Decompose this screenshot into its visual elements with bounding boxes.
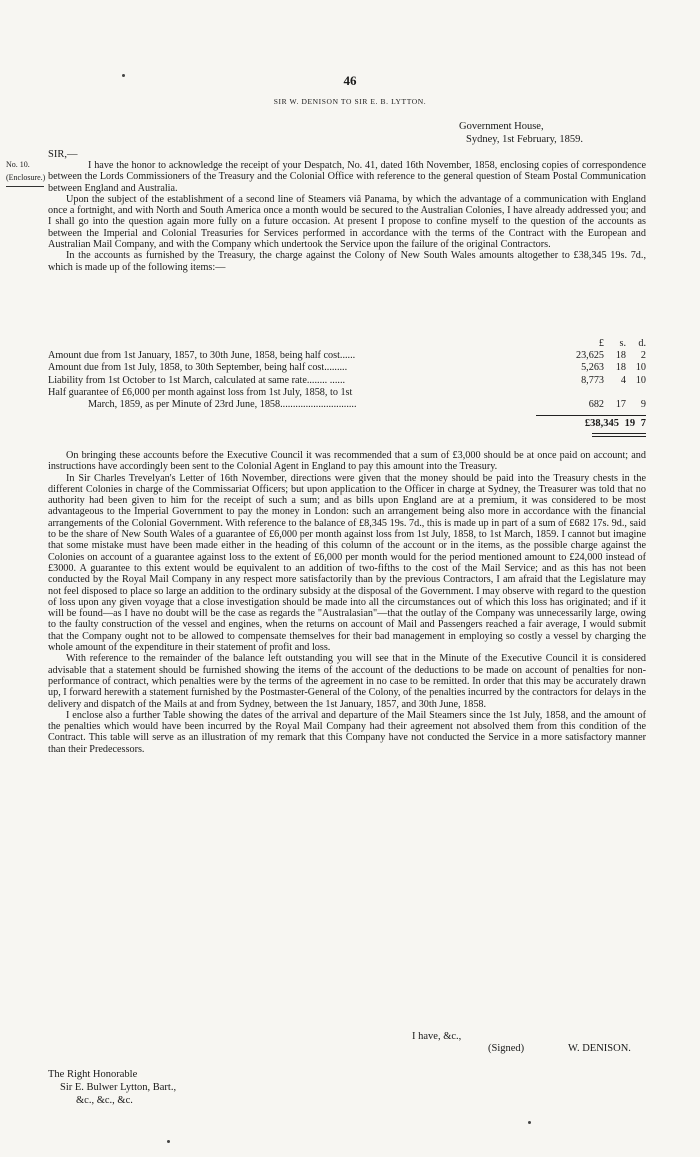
sum-rule bbox=[536, 415, 646, 416]
table-row bbox=[48, 362, 646, 374]
paragraph-6: With reference to the remainder of the balance left outstanding you will see that in the Minute of the Executive Council it is considered advisable that a statement should be furnished showing the items of the account of the deductions to be made on account of penalties for non-performance of contract, which penalties were by the terms of the agreement in no case to be remitted. In order that this may be accurately drawn up, I forward herewith a statement furnished by the Postmaster-General of the Colony, of the penalties incurred by the contractors for delays in the delivery and dispatch of the Mails at and from Sydney, between the 1st January, 1857, and 30th June, 1858. bbox=[48, 653, 646, 710]
item-pounds bbox=[560, 387, 604, 399]
closing-phrase: I have, &c., bbox=[412, 1031, 462, 1042]
item-pounds: 682 bbox=[588, 399, 604, 411]
pence-header: d. bbox=[638, 338, 646, 349]
paragraph-7: I enclose also a further Table showing the dates of the arrival and departure of the Mail Steamers since the 1st July, 1858, and the amount of the penalties which would have been incurred by the Royal Mail Company had their agreement not absolved them from this condition of the Contract. This table will serve as an illustration of my remark that this Company have not conducted the Service in a more satisfactory manner than their Predecessors. bbox=[48, 709, 646, 755]
scan-speck bbox=[528, 1121, 531, 1124]
item-pounds: 23,625 bbox=[575, 350, 604, 362]
shillings-header: s. bbox=[619, 338, 626, 349]
paragraph-2: Upon the subject of the establishment of a second line of Steamers viâ Panama, by which the advantage of a communication with England once a fortnight, and with North and South America once a month would be secured to the Australian Colonies, I have already addressed you; and I shall go into the question again more fully on a future occasion. At present I propose to confine myself to the question of the accounts as between the Imperial and Colonial Treasuries for Services performed in accordance with the terms of the Contract with the European and Australian Mail Company, and with the Company which undertook the Service upon the failure of the original Contractors. bbox=[48, 193, 646, 251]
item-text: Amount due from 1st July, 1858, to 30th September, being half cost......... bbox=[48, 362, 348, 374]
item-shillings bbox=[604, 387, 626, 399]
double-rule-lower bbox=[592, 436, 646, 437]
account-total: £38,345 19 7 bbox=[584, 418, 646, 429]
letter-heading: SIR W. DENISON TO SIR E. B. LYTTON. bbox=[273, 97, 427, 106]
item-text: Amount due from 1st January, 1857, to 30th June, 1858, being half cost...... bbox=[48, 350, 356, 362]
item-pence bbox=[626, 387, 646, 399]
scan-speck bbox=[167, 1140, 170, 1143]
item-text: March, 1859, as per Minute of 23rd June, 1858.............................. bbox=[88, 399, 357, 411]
margin-note-number: No. 10. bbox=[6, 160, 30, 169]
table-row bbox=[48, 387, 646, 399]
item-text: Liability from 1st October to 1st March, calculated at same rate........ ...... bbox=[48, 374, 346, 386]
item-pounds: 5,263 bbox=[581, 362, 604, 374]
signed-label: (Signed) bbox=[488, 1043, 525, 1054]
item-shillings: 18 bbox=[615, 350, 626, 362]
margin-divider bbox=[6, 186, 44, 187]
address-line-2: Sydney, 1st February, 1859. bbox=[466, 134, 584, 145]
page-number: 46 bbox=[343, 73, 357, 88]
addressee-line-1: The Right Honorable bbox=[48, 1069, 138, 1080]
paragraph-3: In the accounts as furnished by the Treasury, the charge against the Colony of New South Wales amounts altogether to £38,345 19s. 7d., which is made up of the following items:— bbox=[48, 250, 646, 273]
table-row bbox=[48, 399, 646, 411]
item-pence: 10 bbox=[635, 374, 646, 386]
body-before-table bbox=[48, 160, 646, 273]
table-row bbox=[48, 350, 646, 362]
item-pounds: 8,773 bbox=[581, 374, 604, 386]
paragraph-1: I have the honor to acknowledge the receipt of your Despatch, No. 41, dated 16th November, 1858, enclosing copies of correspondence between the Lords Commissioners of the Treasury and the Colonial Office with reference to the general question of Steam Postal Communication between England and Australia. bbox=[48, 160, 646, 194]
pounds-header: £ bbox=[598, 338, 604, 349]
item-pence: 2 bbox=[640, 350, 646, 362]
address-line-1: Government House, bbox=[459, 121, 544, 132]
paragraph-5: In Sir Charles Trevelyan's Letter of 16th November, directions were given that the money should be paid into the Treasury chests in the different Colonies in charge of the Commissariat Officers; but upon application to the Officer in charge at Sydney, the Treasurer was told that no authority had been given to him for the receipt of such a sum; and as bills upon England are at a premium, it was considered to be most advantageous to the Imperial Government to pay the money in London: such an arrangement being also more in accordance with the financial arrangements of the Colonial Government. With reference to the balance of £8,345 19s. 7d., this is made up in part of a sum of £682 17s. 9d., said to be the share of New South Wales of a guarantee of £6,000 per month against loss from 1st July, 1858, to 1st March, 1859. I cannot but imagine that some mistake must have been made either in the heading of this column of the account or in the items, as the possible charge against the Colonies on account of a guarantee against loss to the extent of £6,000 per month would for the period mentioned amount to £24,000 instead of £3000. A guarantee to this extent would be equivalent to an addition of two-fifths to the cost of the Mail Service; and as this has not been conducted by the Royal Mail Company in any respect more satisfactorily than by the previous Contractors, I am afraid that the Legislature may not feel disposed to place so large an addition to the ordinary subsidy at the disposal of the Government. I may observe with regard to the question of loss upon any given voyage that a close investigation should be made into all the circumstances out of which this loss has originated; and if it will be found—as I have no doubt will be the case as regards the "Australasian"—that the outlay of the Company was unnecessarily large, owing to the faulty construction of the vessel and engines, when the returns on account of Mail and Passengers reached a fair average, I would submit that the Company ought not to be allowed to compensate themselves for their bad management in employing so costly a vessel by charging the whole amount of the expenditure in their statement of profit and loss. bbox=[48, 472, 646, 654]
scan-speck bbox=[122, 74, 125, 77]
margin-note-enclosure: (Enclosure.) bbox=[6, 173, 46, 182]
item-pence: 10 bbox=[635, 362, 646, 374]
salutation: SIR,— bbox=[48, 149, 78, 160]
double-rule-upper bbox=[592, 433, 646, 434]
signatory: W. DENISON. bbox=[568, 1043, 631, 1054]
item-shillings: 4 bbox=[620, 374, 626, 386]
table-header-row bbox=[48, 338, 646, 350]
table-row bbox=[48, 375, 646, 387]
addressee-line-2: Sir E. Bulwer Lytton, Bart., bbox=[60, 1082, 177, 1093]
accounts-table bbox=[48, 338, 646, 411]
paragraph-4: On bringing these accounts before the Executive Council it was recommended that a sum of £3,000 should be at once paid on account; and instructions have accordingly been sent to the Colonial Agent in England to pay this amount into the Treasury. bbox=[48, 450, 646, 473]
item-shillings: 17 bbox=[615, 399, 626, 411]
addressee-line-3: &c., &c., &c. bbox=[76, 1095, 133, 1106]
body-after-table bbox=[48, 450, 646, 755]
item-text: Half guarantee of £6,000 per month against loss from 1st July, 1858, to 1st bbox=[48, 386, 353, 398]
item-shillings: 18 bbox=[615, 362, 626, 374]
item-pence: 9 bbox=[640, 399, 646, 411]
